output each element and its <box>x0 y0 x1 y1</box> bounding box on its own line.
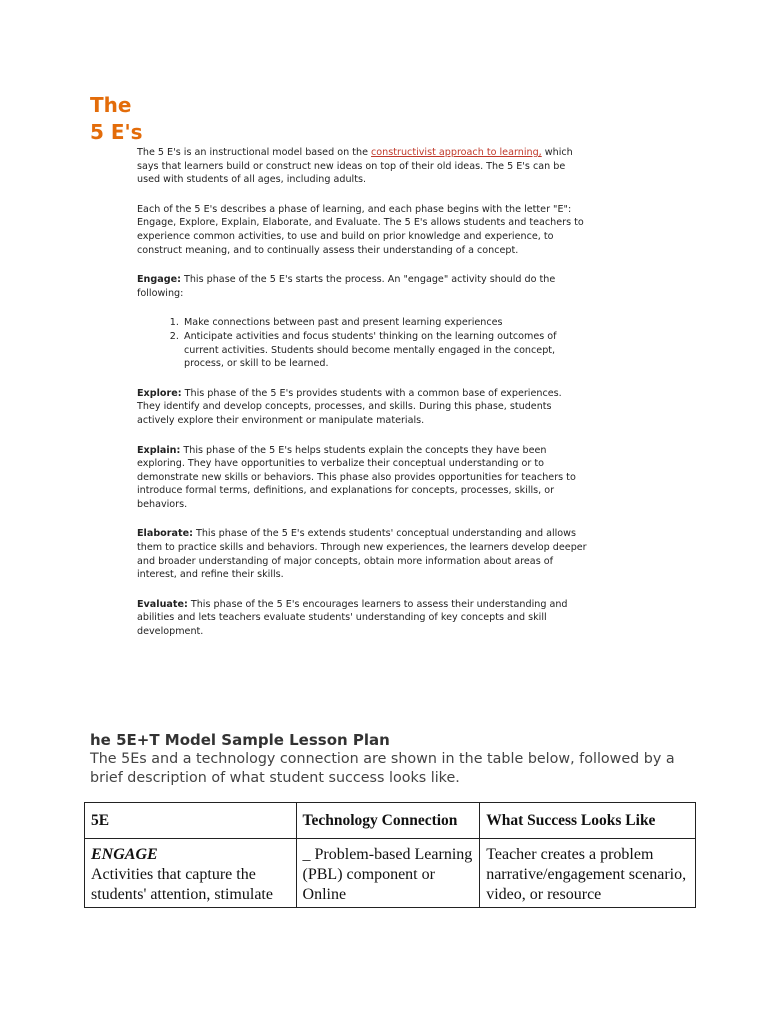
explore-paragraph <box>137 387 587 428</box>
table-header-row <box>85 803 696 839</box>
explain-text: This phase of the 5 E's helps students explain the concepts they have been exploring. They have opportunities to verbalize their conceptual understanding or to demonstrate new skills or behaviors. This phase also provides opportunities for teachers to introduce formal terms, definitions, and explanations for concepts, processes, skills, or behaviors. <box>137 444 576 510</box>
constructivist-link[interactable]: constructivist approach to learning, <box>371 147 542 158</box>
cell-phase <box>85 839 297 908</box>
intro-before-link: The 5 E's is an instructional model based on the <box>137 147 372 158</box>
elaborate-term: Elaborate: <box>137 528 193 540</box>
engage-step-1: 1. Make connections between past and present learning experiences <box>182 316 587 330</box>
cell-technology: _ Problem-based Learning (PBL) component or Online <box>296 839 480 908</box>
engage-paragraph <box>137 273 587 300</box>
body-text <box>137 146 587 655</box>
table-row <box>85 839 696 908</box>
elaborate-paragraph <box>137 527 587 581</box>
explain-paragraph <box>137 444 587 512</box>
evaluate-text: This phase of the 5 E's encourages learners to assess their understanding and abilities and lets teachers evaluate students' understanding of key concepts and skill development. <box>137 598 568 638</box>
page-title <box>90 92 143 146</box>
cell-success: Teacher creates a problem narrative/engagement scenario, video, or resource <box>480 839 696 908</box>
explore-term: Explore: <box>137 387 182 399</box>
header-5e: 5E <box>85 803 297 839</box>
explain-term: Explain: <box>137 444 181 456</box>
lesson-plan-table <box>84 802 696 908</box>
intro-paragraph <box>137 146 587 187</box>
engage-steps-list <box>137 316 587 370</box>
header-success: What Success Looks Like <box>480 803 696 839</box>
explore-text: This phase of the 5 E's provides students with a common base of experiences. They identify and develop concepts, processes, and skills. During this phase, students actively explore their environment or manipulate materials. <box>137 387 562 426</box>
engage-term: Engage: <box>137 274 181 286</box>
header-technology-connection: Technology Connection <box>296 803 480 839</box>
evaluate-paragraph <box>137 598 587 639</box>
lesson-plan-intro: The 5Es and a technology connection are shown in the table below, followed by a brief description of what student success looks like. <box>90 751 675 786</box>
overview-paragraph: Each of the 5 E's describes a phase of learning, and each phase begins with the letter "E": Engage, Explore, Explain, Elaborate, and Evaluate. The 5 E's allows students and teachers to experience common activities, to use and build on prior knowledge and experience, to construct meaning, and to continually assess their understanding of a concept. <box>137 203 584 256</box>
engage-text: This phase of the 5 E's starts the process. An "engage" activity should do the following: <box>137 274 556 299</box>
phase-description: Activities that capture the students' attention, stimulate <box>91 866 273 903</box>
lesson-plan-heading: he 5E+T Model Sample Lesson Plan <box>90 731 390 749</box>
elaborate-text: This phase of the 5 E's extends students' conceptual understanding and allows them to practice skills and behaviors. Through new experiences, the learners develop deeper and broader understanding of major concepts, obtain more information about areas of interest, and refine their skills. <box>137 528 587 581</box>
intro-after-link: which says that learners build or construct new ideas on top of their old ideas. The 5 E's can be used with students of all ages, including adults. <box>137 147 573 186</box>
phase-name: ENGAGE <box>91 846 158 863</box>
title-line-2: 5 E's <box>90 120 143 144</box>
evaluate-term: Evaluate: <box>137 598 188 610</box>
engage-step-2: 2. Anticipate activities and focus students' thinking on the learning outcomes of current activities. Students should become mentally engaged in the concept, process, or skill to be learned. <box>182 330 587 371</box>
title-line-1: The <box>90 93 132 117</box>
